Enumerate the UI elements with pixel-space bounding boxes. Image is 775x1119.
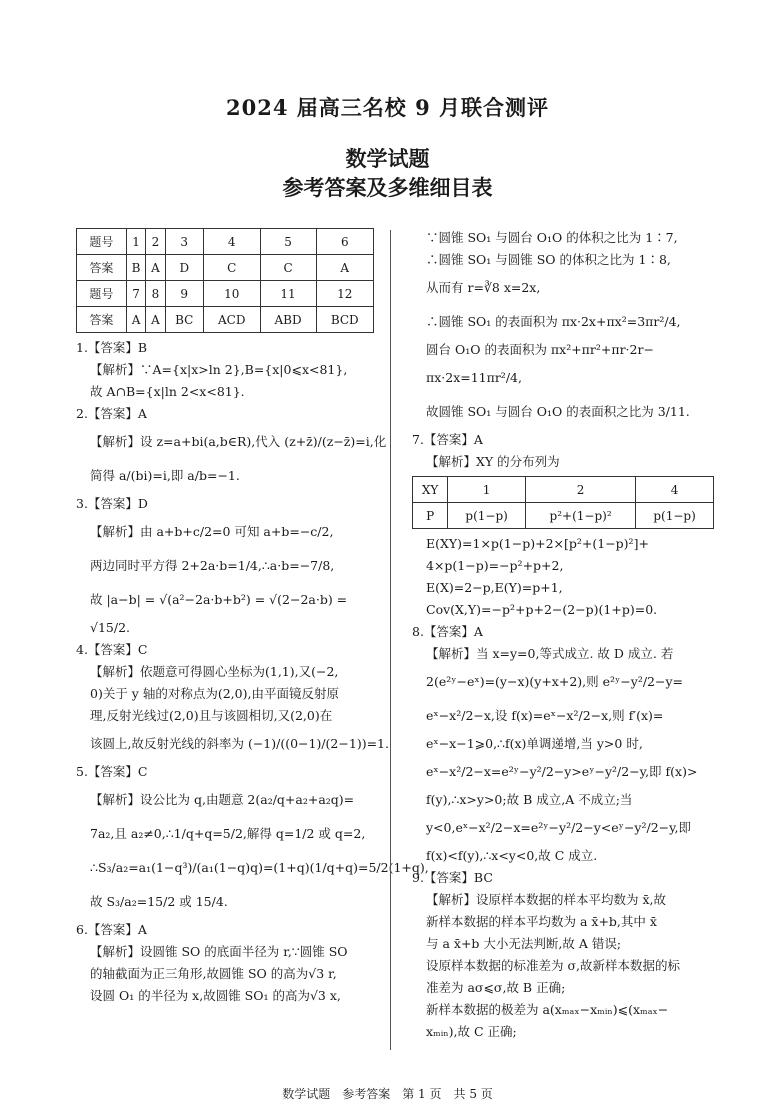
answer-table-cell: D	[165, 255, 203, 281]
answer-heading: 1.【答案】B	[76, 340, 148, 355]
solution-line: 故 A∩B={x|ln 2<x<81}.	[90, 384, 245, 399]
answer-heading: 8.【答案】A	[412, 624, 483, 639]
solution-line: 4×p(1−p)=−p²+p+2,	[426, 558, 564, 573]
solution-line: ∴圆锥 SO₁ 的表面积为 πx·2x+πx²=3πr²/4,	[426, 314, 681, 329]
solution-line: 【解析】当 x=y=0,等式成立. 故 D 成立. 若	[426, 646, 674, 661]
solution-line: f(y),∴x>y>0;故 B 成立,A 不成立;当	[426, 792, 633, 807]
left-column	[76, 228, 429, 1007]
solution-line: 设圆 O₁ 的半径为 x,故圆锥 SO₁ 的高为√3 x,	[90, 988, 341, 1003]
answer-heading: 9.【答案】BC	[412, 870, 493, 885]
solution-line: 两边同时平方得 2+2a·b=1/4,∴a·b=−7/8,	[90, 558, 335, 573]
solution-line: 【解析】设公比为 q,由题意 2(a₂/q+a₂+a₂q)=	[90, 792, 355, 807]
answer-table-cell: A	[146, 255, 165, 281]
xy-distribution-table	[412, 476, 714, 529]
answer-table-row	[77, 281, 374, 307]
document-title: 2024 届高三名校 9 月联合测评	[226, 95, 549, 120]
solution-line: 故 |a−b| = √(a²−2a·b+b²) = √(2−2a·b) =	[90, 592, 348, 607]
answer-heading: 3.【答案】D	[76, 496, 148, 511]
answer-table-cell: 9	[165, 281, 203, 307]
column-divider	[390, 230, 391, 1050]
solution-line: 【解析】设原样本数据的样本平均数为 x̄,故	[426, 892, 666, 907]
answer-table-cell: ACD	[203, 307, 260, 333]
solution-line: 2(e²ʸ−eˣ)=(y−x)(y+x+2),则 e²ʸ−y²/2−y=	[426, 674, 684, 689]
answer-table-cell: 2	[146, 229, 165, 255]
answer-table-cell: 4	[203, 229, 260, 255]
answer-key-title: 参考答案及多维细目表	[282, 175, 493, 200]
answer-table-cell: 6	[316, 229, 373, 255]
answer-table	[76, 228, 374, 333]
solution-line: 的轴截面为正三角形,故圆锥 SO 的高为√3 r,	[90, 966, 337, 981]
answer-table-cell: 题号	[77, 281, 127, 307]
answer-table-cell: BC	[165, 307, 203, 333]
xy-table-cell: 4	[636, 477, 714, 503]
answer-table-cell: B	[126, 255, 146, 281]
solution-line: eˣ−x²/2−x=e²ʸ−y²/2−y>eʸ−y²/2−y,即 f(x)>	[426, 764, 698, 779]
answer-table-cell: A	[126, 307, 146, 333]
answer-table-cell: ABD	[260, 307, 316, 333]
solution-line: 新样本数据的极差为 a(xₘₐₓ−xₘᵢₙ)⩽(xₘₐₓ−	[426, 1002, 669, 1017]
solution-line: 新样本数据的样本平均数为 a x̄+b,其中 x̄	[426, 914, 657, 929]
answer-table-cell: C	[203, 255, 260, 281]
solution-line: 【解析】∵A={x|x>ln 2},B={x|0⩽x<81},	[90, 362, 348, 377]
subject-title: 数学试题	[345, 146, 430, 171]
solution-line: 与 a x̄+b 大小无法判断,故 A 错误;	[426, 936, 622, 951]
answer-heading: 7.【答案】A	[412, 432, 483, 447]
answer-table-cell: 答案	[77, 255, 127, 281]
xy-table-cell: 2	[526, 477, 636, 503]
xy-table-cell: p(1−p)	[448, 503, 526, 529]
xy-table-cell: XY	[413, 477, 448, 503]
solution-line: 【解析】依题意可得圆心坐标为(1,1),又(−2,	[90, 664, 339, 679]
answer-table-cell: BCD	[316, 307, 373, 333]
solution-line: 7a₂,且 a₂≠0,∴1/q+q=5/2,解得 q=1/2 或 q=2,	[90, 826, 366, 841]
solution-line: 【解析】XY 的分布列为	[426, 454, 560, 469]
answer-table-row	[77, 255, 374, 281]
answer-table-row	[77, 229, 374, 255]
xy-table-row	[413, 477, 714, 503]
solution-line: ∴S₃/a₂=a₁(1−q³)/(a₁(1−q)q)=(1+q)(1/q+q)=5/2(1+q),	[90, 860, 429, 875]
solution-line: 该圆上,故反射光线的斜率为 (−1)/((0−1)/(2−1))=1.	[90, 736, 389, 751]
solution-line: y<0,eˣ−x²/2−x=e²ʸ−y²/2−y<eʸ−y²/2−y,即	[426, 820, 692, 835]
solution-line: 0)关于 y 轴的对称点为(2,0),由平面镜反射原	[90, 686, 339, 701]
answer-table-cell: 11	[260, 281, 316, 307]
solution-line: 【解析】由 a+b+c/2=0 可知 a+b=−c/2,	[90, 524, 334, 539]
answer-table-cell: 12	[316, 281, 373, 307]
solution-line: √15/2.	[90, 620, 131, 635]
solution-line: 故 S₃/a₂=15/2 或 15/4.	[90, 894, 228, 909]
answer-table-cell: C	[260, 255, 316, 281]
xy-table-cell: p(1−p)	[636, 503, 714, 529]
xy-table-row	[413, 503, 714, 529]
solution-line: 设原样本数据的标准差为 σ,故新样本数据的标	[426, 958, 680, 973]
answer-heading: 6.【答案】A	[76, 922, 147, 937]
solution-line: f(x)<f(y),∴x<y<0,故 C 成立.	[426, 848, 598, 863]
xy-table-cell: P	[413, 503, 448, 529]
answer-heading: 4.【答案】C	[76, 642, 148, 657]
answer-table-cell: A	[146, 307, 165, 333]
answer-table-cell: 7	[126, 281, 146, 307]
right-solutions-bottom	[412, 533, 712, 1043]
solution-line: 故圆锥 SO₁ 与圆台 O₁O 的表面积之比为 3/11.	[426, 404, 690, 419]
solution-line: 理,反射光线过(2,0)且与该圆相切,又(2,0)在	[90, 708, 333, 723]
xy-table-cell: p²+(1−p)²	[526, 503, 636, 529]
answer-table-cell: 10	[203, 281, 260, 307]
right-column	[412, 227, 712, 1043]
solution-line: 【解析】设 z=a+bi(a,b∈R),代入 (z+z̄)/(z−z̄)=i,化	[90, 434, 387, 449]
solution-line: E(XY)=1×p(1−p)+2×[p²+(1−p)²]+	[426, 536, 649, 551]
answer-table-cell: 5	[260, 229, 316, 255]
answer-table-cell: 3	[165, 229, 203, 255]
answer-table-row	[77, 307, 374, 333]
answer-table-cell: A	[316, 255, 373, 281]
page-footer: 数学试题 参考答案 第 1 页 共 5 页	[282, 1087, 493, 1101]
right-solutions-top	[412, 227, 712, 473]
solution-line: 准差为 aσ⩽σ,故 B 正确;	[426, 980, 566, 995]
answer-table-cell: 答案	[77, 307, 127, 333]
answer-table-cell: 1	[126, 229, 146, 255]
answer-table-cell: 题号	[77, 229, 127, 255]
solution-line: 圆台 O₁O 的表面积为 πx²+πr²+πr·2r−	[426, 342, 654, 357]
answer-table-cell: 8	[146, 281, 165, 307]
xy-table-cell: 1	[448, 477, 526, 503]
solution-line: 简得 a/(bi)=i,即 a/b=−1.	[90, 468, 240, 483]
solution-line: ∴圆锥 SO₁ 与圆锥 SO 的体积之比为 1∶8,	[426, 252, 671, 267]
solution-line: eˣ−x−1⩾0,∴f(x)单调递增,当 y>0 时,	[426, 736, 643, 751]
solution-line: ∵圆锥 SO₁ 与圆台 O₁O 的体积之比为 1∶7,	[426, 230, 678, 245]
solution-line: Cov(X,Y)=−p²+p+2−(2−p)(1+p)=0.	[426, 602, 658, 617]
solution-line: 从而有 r=∛8 x=2x,	[426, 280, 541, 295]
left-solutions	[76, 337, 429, 1007]
solution-line: E(X)=2−p,E(Y)=p+1,	[426, 580, 563, 595]
answer-heading: 2.【答案】A	[76, 406, 147, 421]
solution-line: 【解析】设圆锥 SO 的底面半径为 r,∵圆锥 SO	[90, 944, 348, 959]
solution-line: eˣ−x²/2−x,设 f(x)=eˣ−x²/2−x,则 f′(x)=	[426, 708, 664, 723]
answer-heading: 5.【答案】C	[76, 764, 148, 779]
solution-line: πx·2x=11πr²/4,	[426, 370, 522, 385]
solution-line: xₘᵢₙ),故 C 正确;	[426, 1024, 517, 1039]
